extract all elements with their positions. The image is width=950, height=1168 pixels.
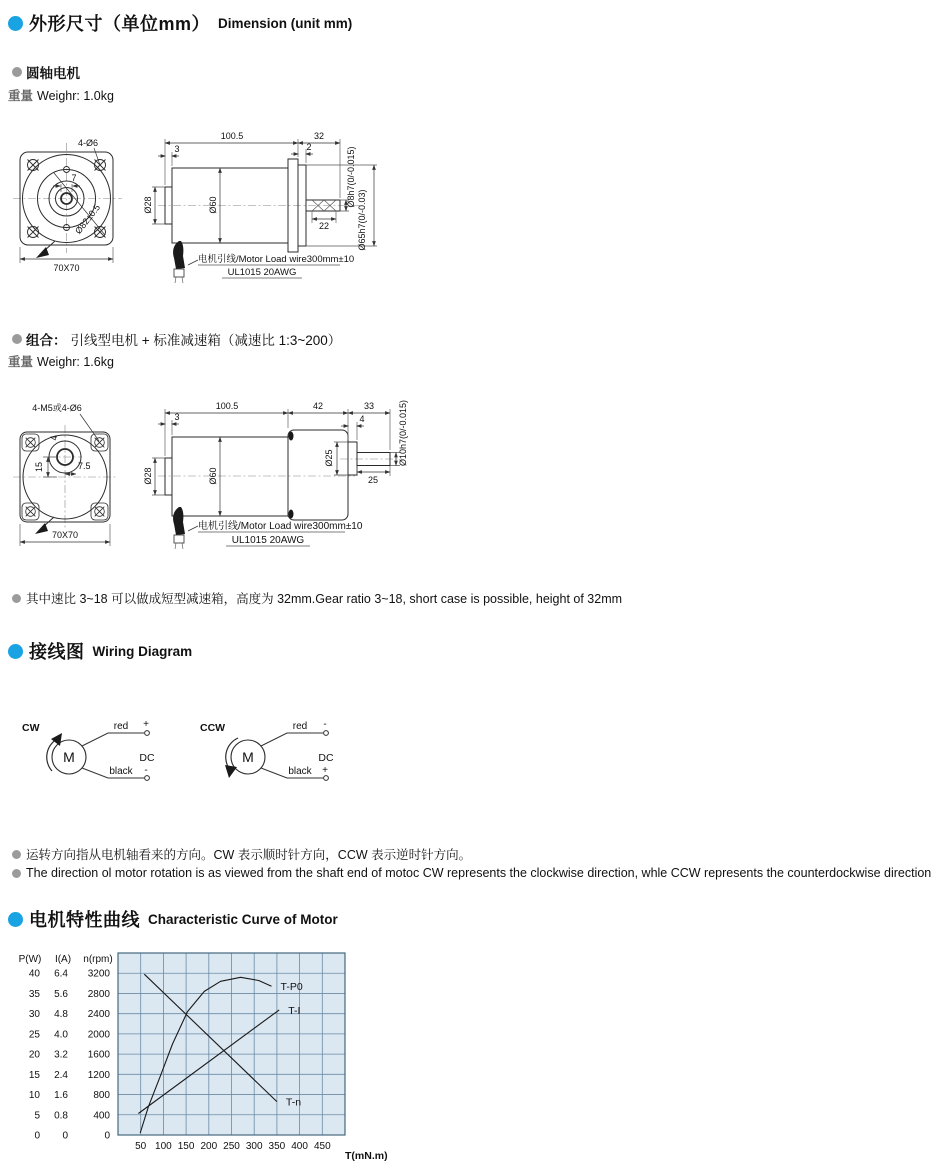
gray-bullet-icon (12, 869, 21, 878)
y-axis-tick: 5 (34, 1110, 40, 1122)
section-curve-title-en: Characteristic Curve of Motor (148, 911, 338, 927)
dim-body-diameter: Ø60 (208, 467, 218, 485)
dim-base-square: 70X70 (53, 263, 80, 273)
section-curve-title-zh: 电机特性曲线 (29, 910, 140, 930)
dim-motor-length: 100.5 (215, 401, 239, 411)
y-axis-tick: 25 (28, 1029, 40, 1041)
front-view-gearbox (13, 402, 117, 546)
section-wiring-heading (8, 638, 192, 664)
gear-ratio-note (12, 589, 622, 607)
dim-gearbox-length: 42 (312, 401, 324, 411)
wire-label-line2: UL1015 20AWG (231, 535, 305, 546)
rotation-note-en-text: The direction ol motor rotation is as viewed from the shaft end of motoc CW represents the clockwise direction, whle CCW represents the counterdockwise direction (26, 866, 932, 880)
rotation-note-zh (12, 845, 471, 863)
y-axis-tick: 4.0 (54, 1029, 68, 1041)
gear-ratio-note-text: 其中速比 3~18 可以做成短型减速箱，高度为 32mm.Gear ratio 3~18, short case is possible, height of 32mm (26, 592, 623, 606)
section-wiring-title-en: Wiring Diagram (92, 643, 193, 659)
red-terminal-sign: + (143, 719, 149, 730)
dim-boss-diameter: Ø28 (143, 467, 153, 485)
weight-line-2 (8, 352, 114, 370)
black-wire-label: black (109, 766, 133, 777)
dim-spigot-length: 2 (306, 142, 312, 152)
wire-label-line1: 电机引线/Motor Load wire300mm±10 (198, 254, 355, 265)
red-wire-label: red (113, 721, 129, 732)
y-axis-tick: 6.4 (54, 968, 68, 980)
dim-corner-holes: 4-M5或4-Ø6 (32, 403, 82, 413)
front-view-round-shaft (13, 138, 122, 273)
dim-body-diameter: Ø60 (208, 196, 218, 214)
blue-bullet-icon (8, 912, 23, 927)
gray-bullet-icon (12, 67, 22, 77)
y-axis-tick: 2.4 (54, 1069, 68, 1081)
dim-shaft-length: 32 (313, 131, 325, 141)
x-axis-tick: 100 (155, 1141, 172, 1152)
cw-rotation-arrow-icon (51, 733, 62, 746)
weight-value: Weighr: 1.0kg (37, 89, 114, 103)
dim-key-width: 4 (49, 435, 59, 441)
y-axis-tick: 20 (28, 1049, 40, 1061)
motor-symbol: M (242, 749, 254, 765)
dim-offset-horizontal: 7.5 (78, 461, 91, 471)
x-axis-tick: 300 (245, 1141, 263, 1152)
x-axis-tick: 50 (135, 1141, 147, 1152)
rotation-note-en (12, 866, 931, 880)
y-axis-header: I(A) (54, 954, 72, 965)
wiring-cw (22, 719, 155, 780)
ccw-label: CCW (200, 722, 226, 734)
black-terminal-sign: + (322, 765, 328, 776)
gray-bullet-icon (12, 594, 21, 603)
wiring-ccw (200, 719, 334, 780)
dc-supply-label: DC (318, 752, 334, 764)
dimension-drawing-gearbox-motor (10, 395, 440, 565)
y-axis-header: P(W) (18, 954, 42, 965)
cw-label: CW (22, 722, 40, 734)
section-dimension-heading (8, 10, 352, 36)
red-terminal-sign: - (323, 719, 327, 730)
dim-boss-diameter: Ø28 (143, 196, 153, 214)
series-label-T-n: T-n (285, 1096, 302, 1109)
lead-wire (173, 507, 185, 535)
section-wiring-title-zh: 接线图 (29, 642, 85, 662)
dim-shaft-offset: 15 (34, 461, 44, 473)
weight-label-zh: 重量 (8, 89, 34, 103)
motor-symbol: M (63, 749, 75, 765)
weight-line-1 (8, 86, 114, 104)
y-axis-tick: 2400 (87, 1009, 110, 1021)
y-axis-tick: 3.2 (54, 1049, 68, 1061)
y-axis-tick: 40 (28, 968, 40, 980)
x-axis-tick: 400 (291, 1141, 308, 1152)
section-dimension-title-en: Dimension (unit mm) (218, 15, 353, 31)
y-axis-tick: 0 (62, 1130, 68, 1142)
x-axis-tick: 450 (313, 1141, 331, 1152)
y-axis-tick: 1200 (87, 1069, 110, 1081)
combination-label-rest: 引线型电机 + 标准减速箱（减速比 1:3~200） (70, 333, 342, 348)
dim-flange-thickness: 3 (174, 144, 180, 154)
series-label-T-I: T-I (288, 1004, 301, 1017)
dim-step-length: 4 (359, 414, 365, 424)
lead-wire (173, 241, 185, 269)
dim-shaft-diameter: Ø8h7(0/-0.015) (346, 146, 356, 208)
gray-bullet-icon (12, 334, 22, 344)
x-axis-tick: 200 (200, 1141, 218, 1152)
y-axis-tick: 2000 (87, 1029, 110, 1041)
y-axis-tick: 15 (28, 1069, 40, 1081)
wire-label-line1: 电机引线/Motor Load wire300mm±10 (198, 521, 363, 532)
side-view-gearbox (143, 400, 408, 549)
subsection-round-shaft-motor (12, 62, 80, 82)
blue-bullet-icon (8, 16, 23, 31)
dim-shaft-key-width: 7 (71, 173, 77, 183)
dim-shaft-length: 33 (363, 401, 375, 411)
dim-shaft-diameter: Ø10h7(0/-0.015) (398, 399, 408, 467)
y-axis-tick: 3200 (87, 968, 110, 980)
y-axis-tick: 800 (93, 1090, 110, 1102)
x-axis-tick: 350 (268, 1141, 286, 1152)
gray-bullet-icon (12, 850, 21, 859)
y-axis-tick: 30 (28, 1009, 40, 1021)
y-axis-tick: 1600 (87, 1049, 110, 1061)
blue-bullet-icon (8, 644, 23, 659)
section-dimension-title-zh: 外形尺寸（单位mm） (29, 14, 211, 34)
dim-spigot-diameter: Ø65h7(0/-0.03) (357, 189, 367, 251)
dim-base-square: 70X70 (51, 530, 79, 540)
x-axis-label: T(mN.m) (345, 1150, 388, 1162)
black-wire-label: black (288, 766, 312, 777)
series-label-T-P0: T-P0 (280, 981, 303, 994)
ccw-rotation-arrow-icon (225, 765, 237, 778)
dim-shaft-visible-length: 25 (367, 475, 379, 485)
subsection-combination (12, 329, 341, 349)
y-axis-header: n(rpm) (83, 954, 113, 965)
wire-label-line2: UL1015 20AWG (227, 267, 297, 278)
y-axis-tick: 5.6 (54, 988, 68, 1000)
y-axis-tick: 4.8 (54, 1009, 68, 1021)
y-axis-tick: 2800 (87, 988, 110, 1000)
dim-corner-holes: 4-Ø6 (77, 138, 99, 148)
y-axis-tick: 400 (93, 1110, 110, 1122)
round-shaft-motor-label: 圆轴电机 (26, 66, 80, 81)
y-axis-tick: 35 (28, 988, 40, 1000)
section-curve-heading (8, 906, 338, 932)
rotation-note-zh-text: 运转方向指从电机轴看来的方向。CW 表示顺时针方向，CCW 表示逆时针方向。 (26, 848, 472, 862)
dim-key-length: 22 (318, 221, 330, 231)
red-wire-label: red (292, 721, 308, 732)
dim-step-diameter: Ø25 (324, 449, 334, 467)
wiring-diagram (10, 715, 350, 800)
combination-label-bold: 组合： (26, 333, 67, 348)
dc-supply-label: DC (139, 752, 155, 764)
y-axis-tick: 10 (28, 1090, 40, 1102)
x-axis-tick: 250 (223, 1141, 240, 1152)
y-axis-tick: 0 (34, 1130, 40, 1142)
weight-label-zh: 重量 (8, 355, 34, 369)
y-axis-tick: 0 (104, 1130, 110, 1142)
characteristic-curve-chart (20, 947, 400, 1165)
dim-bolt-circle: Ø82±0.5 (73, 202, 103, 236)
x-axis-tick: 150 (177, 1141, 195, 1152)
side-view-round-shaft (143, 131, 377, 283)
y-axis-tick: 1.6 (54, 1090, 68, 1102)
y-axis-tick: 0.8 (54, 1110, 68, 1122)
black-terminal-sign: - (144, 765, 148, 776)
dimension-drawing-round-shaft-motor (10, 125, 390, 287)
weight-value: Weighr: 1.6kg (37, 355, 114, 369)
dim-motor-length: 100.5 (220, 131, 244, 141)
dim-flange-thickness: 3 (174, 412, 180, 422)
